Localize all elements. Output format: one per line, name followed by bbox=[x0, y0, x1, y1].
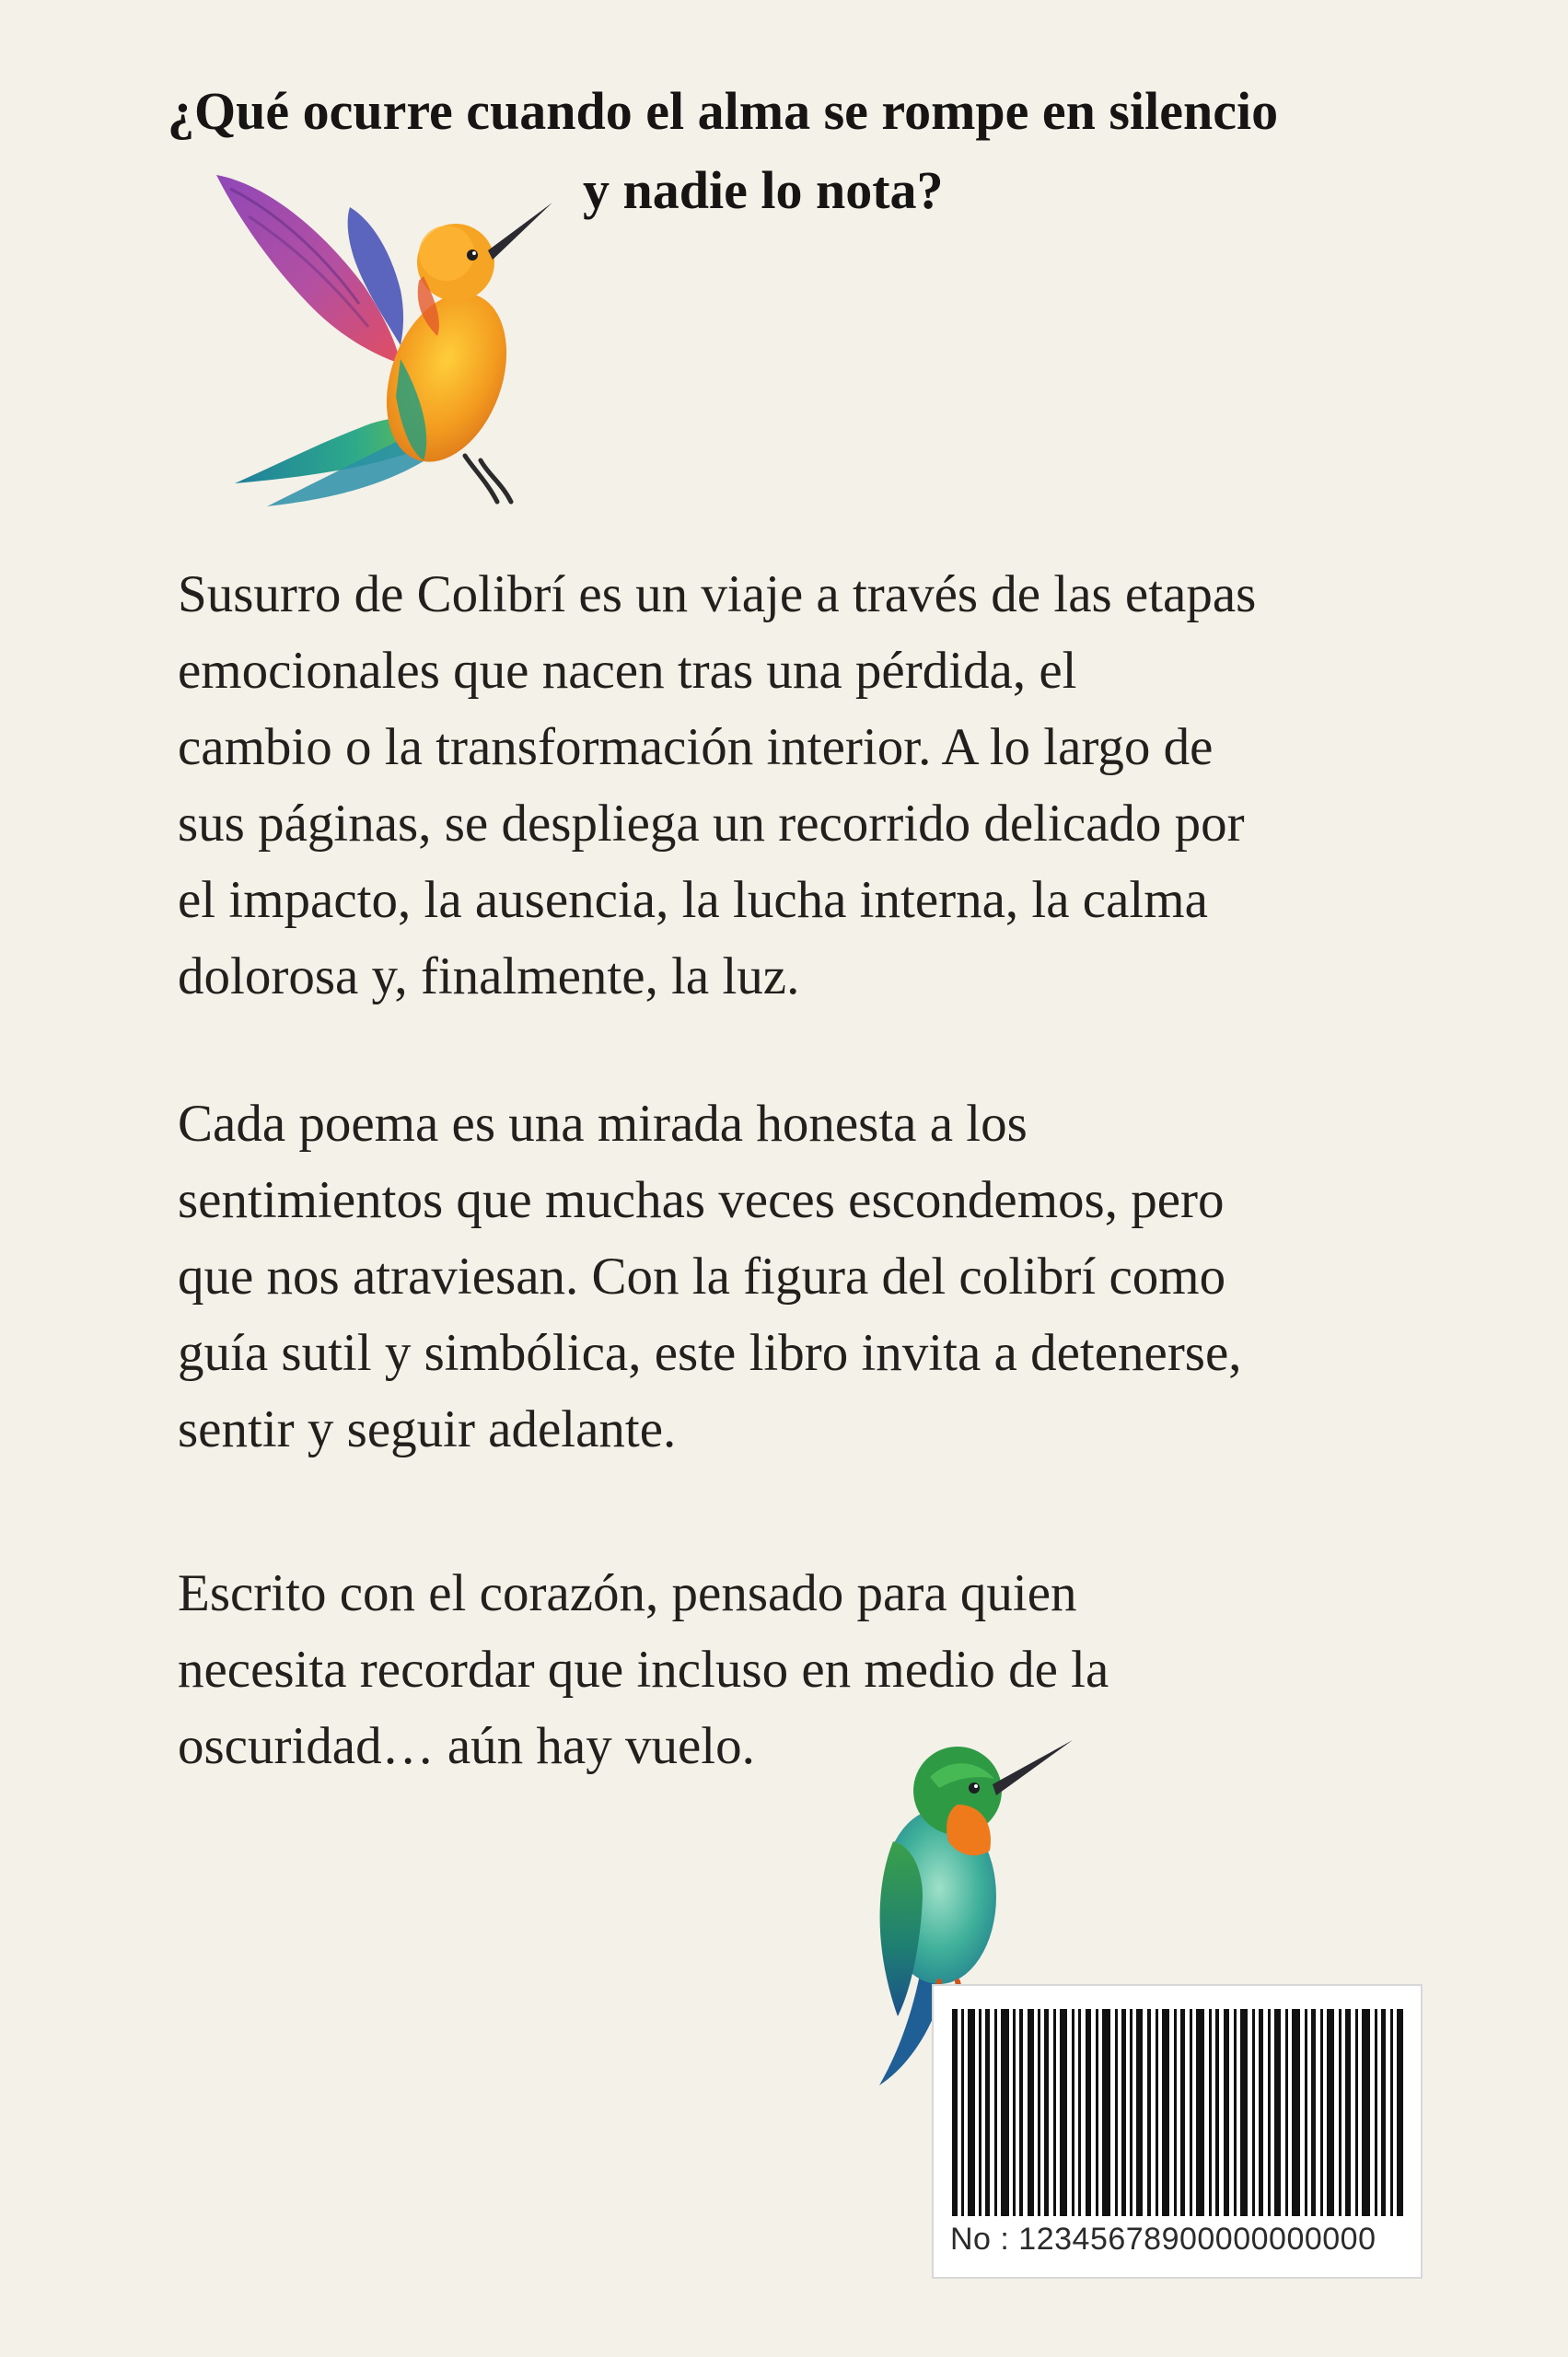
paragraph-3-line: necesita recordar que incluso en medio de la bbox=[178, 1641, 1109, 1699]
description-paragraph-2 bbox=[178, 1086, 1411, 1468]
headline-line-1: ¿Qué ocurre cuando el alma se rompe en silencio bbox=[168, 81, 1279, 141]
paragraph-1-line: cambio o la transformación interior. A lo largo de bbox=[178, 718, 1214, 776]
barcode-bars bbox=[952, 2009, 1403, 2216]
paragraph-2-line: sentir y seguir adelante. bbox=[178, 1400, 677, 1458]
paragraph-1-line: emocionales que nacen tras una pérdida, el bbox=[178, 642, 1077, 700]
headline-line-2: y nadie lo nota? bbox=[583, 160, 944, 220]
paragraph-2-line: que nos atraviesan. Con la figura del colibrí como bbox=[178, 1248, 1226, 1306]
barcode-number: No : 12345678900000000000 bbox=[950, 2222, 1376, 2257]
barcode bbox=[932, 1984, 1423, 2279]
paragraph-2-line: guía sutil y simbólica, este libro invita a detenerse, bbox=[178, 1324, 1242, 1382]
flying-hummingbird-icon bbox=[212, 166, 562, 534]
description-paragraph-1 bbox=[178, 556, 1411, 1015]
paragraph-1-line: dolorosa y, finalmente, la luz. bbox=[178, 947, 800, 1005]
paragraph-3-line: oscuridad… aún hay vuelo. bbox=[178, 1717, 755, 1775]
paragraph-2-line: sentimientos que muchas veces escondemos, pero bbox=[178, 1171, 1225, 1229]
paragraph-1-line: el impacto, la ausencia, la lucha interna, la calma bbox=[178, 871, 1208, 929]
description-paragraph-3 bbox=[178, 1555, 1411, 1784]
paragraph-1-line: Susurro de Colibrí es un viaje a través de las etapas bbox=[178, 565, 1257, 623]
paragraph-2-line: Cada poema es una mirada honesta a los bbox=[178, 1095, 1028, 1153]
paragraph-3-line: Escrito con el corazón, pensado para quien bbox=[178, 1564, 1077, 1622]
paragraph-1-line: sus páginas, se despliega un recorrido delicado por bbox=[178, 795, 1245, 853]
